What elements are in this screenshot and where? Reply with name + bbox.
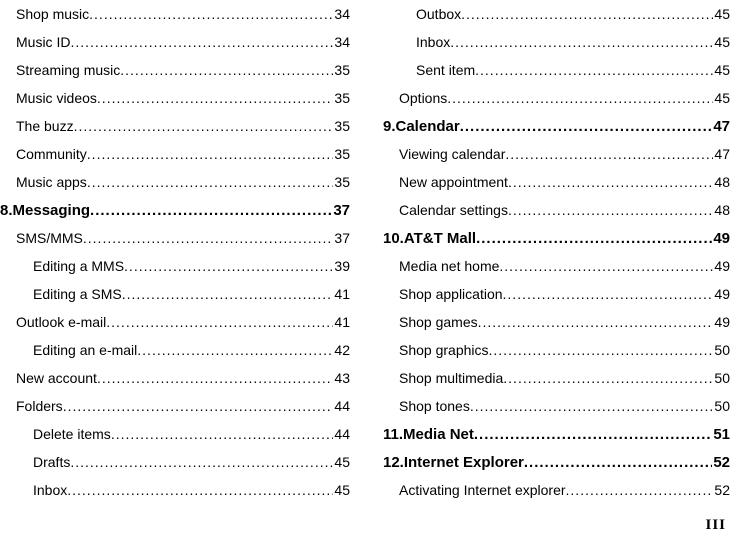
toc-entry-title: Activating Internet explorer	[399, 482, 566, 498]
dot-leader	[470, 398, 714, 414]
toc-entry[interactable]	[0, 168, 350, 196]
toc-entry-page: 34	[334, 34, 350, 50]
toc-entry-title: Sent item	[416, 62, 476, 78]
toc-entry-page: 48	[714, 202, 730, 218]
toc-entry-page: 39	[334, 258, 350, 274]
toc-entry-title: Music videos	[16, 90, 97, 106]
dot-leader	[70, 454, 333, 470]
toc-entry-page: 42	[334, 342, 350, 358]
toc-entry-page: 35	[334, 118, 350, 134]
dot-leader	[97, 90, 334, 106]
toc-entry-title: Outbox	[416, 6, 462, 22]
toc-entry-page: 41	[334, 314, 350, 330]
toc-entry-title: Drafts	[33, 454, 71, 470]
toc-entry-page: 52	[713, 453, 730, 471]
toc-entry[interactable]	[383, 196, 730, 224]
toc-entry[interactable]	[0, 0, 350, 28]
toc-entry-title: Shop application	[399, 286, 503, 302]
dot-leader	[499, 258, 713, 274]
dot-leader	[87, 174, 334, 190]
dot-leader	[124, 258, 333, 274]
toc-entry[interactable]	[0, 364, 350, 392]
toc-entry-title: Editing a MMS	[33, 258, 125, 274]
toc-entry[interactable]	[383, 0, 730, 28]
toc-entry[interactable]	[383, 364, 730, 392]
toc-entry-title: 8.Messaging	[0, 201, 91, 219]
toc-entry[interactable]	[0, 196, 350, 224]
toc-entry-page: 35	[334, 146, 350, 162]
toc-entry-title: Shop music	[16, 6, 90, 22]
toc-entry-title: Inbox	[33, 482, 68, 498]
dot-leader	[566, 482, 714, 498]
toc-entry-page: 49	[713, 229, 730, 247]
toc-entry-title: Editing a SMS	[33, 286, 122, 302]
toc-entry-title: The buzz	[16, 118, 74, 134]
dot-leader	[489, 342, 714, 358]
toc-entry-page: 47	[714, 146, 730, 162]
toc-entry-page: 45	[334, 454, 350, 470]
toc-entry-page: 37	[333, 201, 350, 219]
toc-entry[interactable]	[383, 140, 730, 168]
toc-entry-title: 10.AT&T Mall	[383, 229, 477, 247]
toc-entry-title: Streaming music	[16, 62, 121, 78]
dot-leader	[137, 342, 333, 358]
dot-leader	[474, 426, 712, 443]
toc-entry-page: 44	[334, 426, 350, 442]
toc-entry[interactable]	[0, 56, 350, 84]
toc-entry-title: Options	[399, 90, 448, 106]
dot-leader	[460, 118, 713, 135]
toc-entry-page: 35	[334, 62, 350, 78]
toc-entry-page: 37	[334, 230, 350, 246]
dot-leader	[87, 146, 334, 162]
toc-entry-title: Outlook e-mail	[16, 314, 107, 330]
toc-entry[interactable]	[383, 84, 730, 112]
toc-entry-page: 45	[714, 6, 730, 22]
toc-entry-title: Delete items	[33, 426, 111, 442]
toc-entry[interactable]	[383, 252, 730, 280]
dot-leader	[97, 370, 333, 386]
toc-entry-page: 43	[334, 370, 350, 386]
toc-entry-page: 45	[714, 62, 730, 78]
toc-entry[interactable]	[383, 168, 730, 196]
toc-entry[interactable]	[0, 140, 350, 168]
toc-entry[interactable]	[0, 28, 350, 56]
toc-entry[interactable]	[383, 280, 730, 308]
toc-right-column	[383, 0, 730, 504]
dot-leader	[476, 230, 712, 247]
page-number: III	[705, 517, 726, 533]
toc-entry[interactable]	[383, 224, 730, 252]
toc-entry-title: Inbox	[416, 34, 451, 50]
toc-entry-page: 44	[334, 398, 350, 414]
toc-entry[interactable]	[0, 224, 350, 252]
toc-entry[interactable]	[383, 448, 730, 476]
dot-leader	[83, 230, 334, 246]
toc-entry[interactable]	[383, 28, 730, 56]
toc-entry-title: New appointment	[399, 174, 508, 190]
toc-entry-title: Music ID	[16, 34, 71, 50]
dot-leader	[106, 314, 333, 330]
toc-entry[interactable]	[0, 336, 350, 364]
toc-entry-title: Calendar settings	[399, 202, 508, 218]
dot-leader	[505, 146, 713, 162]
dot-leader	[89, 6, 333, 22]
toc-entry-title: Music apps	[16, 174, 87, 190]
dot-leader	[74, 118, 334, 134]
toc-entry-page: 51	[713, 425, 730, 443]
toc-entry-title: Shop games	[399, 314, 478, 330]
dot-leader	[508, 174, 713, 190]
toc-entry[interactable]	[383, 392, 730, 420]
toc-entry-title: Folders	[16, 398, 63, 414]
toc-left-column	[0, 0, 350, 504]
dot-leader	[122, 286, 334, 302]
toc-entry-page: 35	[334, 90, 350, 106]
toc-entry-page: 45	[714, 90, 730, 106]
toc-entry-title: Community	[16, 146, 87, 162]
toc-entry-page: 49	[714, 286, 730, 302]
dot-leader	[63, 398, 334, 414]
dot-leader	[524, 454, 712, 471]
toc-entry-page: 50	[714, 398, 730, 414]
toc-entry-page: 50	[714, 342, 730, 358]
toc-entry-title: Editing an e-mail	[33, 342, 138, 358]
toc-entry-title: Media net home	[399, 258, 500, 274]
toc-entry[interactable]	[383, 56, 730, 84]
dot-leader	[111, 426, 334, 442]
toc-entry-title: Shop multimedia	[399, 370, 504, 386]
toc-entry[interactable]	[0, 280, 350, 308]
toc-entry-page: 45	[334, 482, 350, 498]
toc-entry[interactable]	[383, 308, 730, 336]
dot-leader	[450, 34, 713, 50]
dot-leader	[90, 202, 332, 219]
dot-leader	[478, 314, 714, 330]
toc-entry-page: 52	[714, 482, 730, 498]
toc-entry-page: 48	[714, 174, 730, 190]
toc-entry[interactable]	[383, 112, 730, 140]
toc-entry-title: 9.Calendar	[383, 117, 460, 135]
toc-entry[interactable]	[0, 308, 350, 336]
toc-entry[interactable]	[0, 252, 350, 280]
toc-entry-page: 45	[714, 34, 730, 50]
toc-entry[interactable]	[383, 476, 730, 504]
dot-leader	[461, 6, 713, 22]
toc-entry-page: 41	[334, 286, 350, 302]
toc-entry[interactable]	[0, 112, 350, 140]
toc-entry-title: 12.Internet Explorer	[383, 453, 524, 471]
dot-leader	[70, 34, 333, 50]
toc-entry-page: 49	[714, 258, 730, 274]
toc-entry-page: 35	[334, 174, 350, 190]
dot-leader	[503, 370, 713, 386]
dot-leader	[508, 202, 713, 218]
toc-entry-title: SMS/MMS	[16, 230, 83, 246]
toc-entry[interactable]	[0, 392, 350, 420]
toc-entry-title: New account	[16, 370, 97, 386]
toc-entry-title: Shop graphics	[399, 342, 489, 358]
toc-entry-page: 47	[713, 117, 730, 135]
dot-leader	[447, 90, 713, 106]
toc-entry[interactable]	[383, 420, 730, 448]
toc-entry[interactable]	[383, 336, 730, 364]
dot-leader	[67, 482, 333, 498]
toc-entry[interactable]	[0, 476, 350, 504]
toc-entry-page: 34	[334, 6, 350, 22]
dot-leader	[475, 62, 713, 78]
toc-entry-page: 50	[714, 370, 730, 386]
toc-entry[interactable]	[0, 448, 350, 476]
toc-entry[interactable]	[0, 420, 350, 448]
toc-entry-title: 11.Media Net	[383, 425, 474, 443]
dot-leader	[120, 62, 333, 78]
dot-leader	[503, 286, 714, 302]
toc-entry-page: 49	[714, 314, 730, 330]
toc-entry[interactable]	[0, 84, 350, 112]
toc-entry-title: Shop tones	[399, 398, 470, 414]
toc-entry-title: Viewing calendar	[399, 146, 506, 162]
